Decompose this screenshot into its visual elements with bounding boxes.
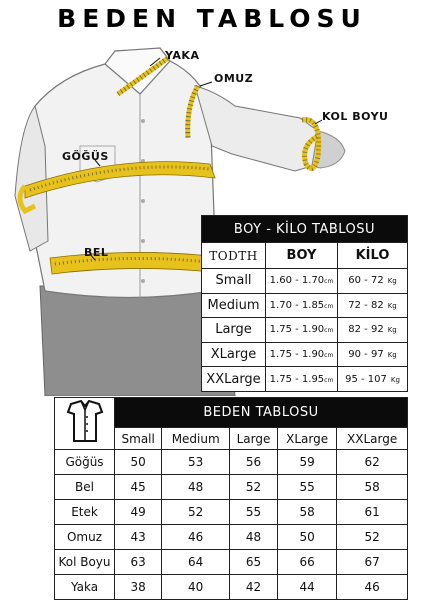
table-row <box>55 450 408 475</box>
table-row <box>55 500 408 525</box>
shirt-button <box>141 239 145 243</box>
value-cell: 49 <box>115 500 162 525</box>
table-row <box>202 318 408 343</box>
value-cell: 52 <box>229 475 277 500</box>
boy-kilo-header-row <box>202 243 408 269</box>
shirt-icon <box>65 398 105 444</box>
boy-cell: 1.75 - 1.90cm <box>266 342 338 367</box>
table-row <box>55 550 408 575</box>
col-size: Small <box>115 428 162 450</box>
label-kol-boyu: KOL BOYU <box>322 110 389 123</box>
table-row <box>55 525 408 550</box>
value-cell: 65 <box>229 550 277 575</box>
boy-kilo-table <box>201 215 408 392</box>
value-cell: 50 <box>277 525 336 550</box>
value-cell: 52 <box>337 525 408 550</box>
pointer-omuz <box>200 82 212 86</box>
row-label: Yaka <box>55 575 115 600</box>
value-cell: 40 <box>162 575 230 600</box>
kilo-cell: 95 - 107 Kg <box>338 367 408 392</box>
value-cell: 48 <box>162 475 230 500</box>
shirt-right-sleeve <box>195 86 318 171</box>
value-cell: 58 <box>277 500 336 525</box>
value-cell: 67 <box>337 550 408 575</box>
beden-table <box>54 397 408 600</box>
value-cell: 59 <box>277 450 336 475</box>
value-cell: 63 <box>115 550 162 575</box>
value-cell: 44 <box>277 575 336 600</box>
value-cell: 46 <box>337 575 408 600</box>
value-cell: 42 <box>229 575 277 600</box>
boy-cell: 1.60 - 1.70cm <box>266 269 338 294</box>
row-label: Kol Boyu <box>55 550 115 575</box>
col-size: XLarge <box>277 428 336 450</box>
kilo-cell: 90 - 97 Kg <box>338 342 408 367</box>
size-cell: Small <box>202 269 266 294</box>
size-cell: XLarge <box>202 342 266 367</box>
col-size: Medium <box>162 428 230 450</box>
value-cell: 45 <box>115 475 162 500</box>
value-cell: 61 <box>337 500 408 525</box>
beden-table-title: BEDEN TABLOSU <box>115 398 408 428</box>
value-cell: 56 <box>229 450 277 475</box>
label-omuz: OMUZ <box>214 72 254 85</box>
size-cell: XXLarge <box>202 367 266 392</box>
row-label: Etek <box>55 500 115 525</box>
boy-cell: 1.75 - 1.95cm <box>266 367 338 392</box>
label-yaka: YAKA <box>165 49 200 62</box>
row-label: Göğüs <box>55 450 115 475</box>
table-row <box>202 293 408 318</box>
value-cell: 48 <box>229 525 277 550</box>
size-cell: Medium <box>202 293 266 318</box>
boy-cell: 1.70 - 1.85cm <box>266 293 338 318</box>
value-cell: 52 <box>162 500 230 525</box>
value-cell: 43 <box>115 525 162 550</box>
value-cell: 50 <box>115 450 162 475</box>
pointer-kol-boyu <box>315 120 322 124</box>
shirt-button <box>141 199 145 203</box>
col-size: XXLarge <box>337 428 408 450</box>
boy-cell: 1.75 - 1.90cm <box>266 318 338 343</box>
col-kilo: KİLO <box>338 243 408 269</box>
kilo-cell: 60 - 72 Kg <box>338 269 408 294</box>
brand-name: TODTH <box>202 243 266 269</box>
table-row <box>202 342 408 367</box>
size-cell: Large <box>202 318 266 343</box>
row-label: Omuz <box>55 525 115 550</box>
row-label: Bel <box>55 475 115 500</box>
page-title: BEDEN TABLOSU <box>57 4 367 33</box>
table-row <box>202 269 408 294</box>
table-row <box>55 575 408 600</box>
value-cell: 46 <box>162 525 230 550</box>
boy-kilo-table-title: BOY - KİLO TABLOSU <box>202 216 408 243</box>
value-cell: 64 <box>162 550 230 575</box>
kilo-cell: 72 - 82 Kg <box>338 293 408 318</box>
value-cell: 62 <box>337 450 408 475</box>
table-row <box>55 475 408 500</box>
shirt-icon-cell <box>55 398 115 450</box>
value-cell: 55 <box>277 475 336 500</box>
label-gogus: GÖĞÜS <box>62 150 109 163</box>
value-cell: 55 <box>229 500 277 525</box>
shirt-button <box>141 279 145 283</box>
col-boy: BOY <box>266 243 338 269</box>
shirt-button <box>141 119 145 123</box>
value-cell: 66 <box>277 550 336 575</box>
label-bel: BEL <box>84 246 109 259</box>
value-cell: 58 <box>337 475 408 500</box>
kilo-cell: 82 - 92 Kg <box>338 318 408 343</box>
table-row <box>202 367 408 392</box>
value-cell: 53 <box>162 450 230 475</box>
col-size: Large <box>229 428 277 450</box>
value-cell: 38 <box>115 575 162 600</box>
